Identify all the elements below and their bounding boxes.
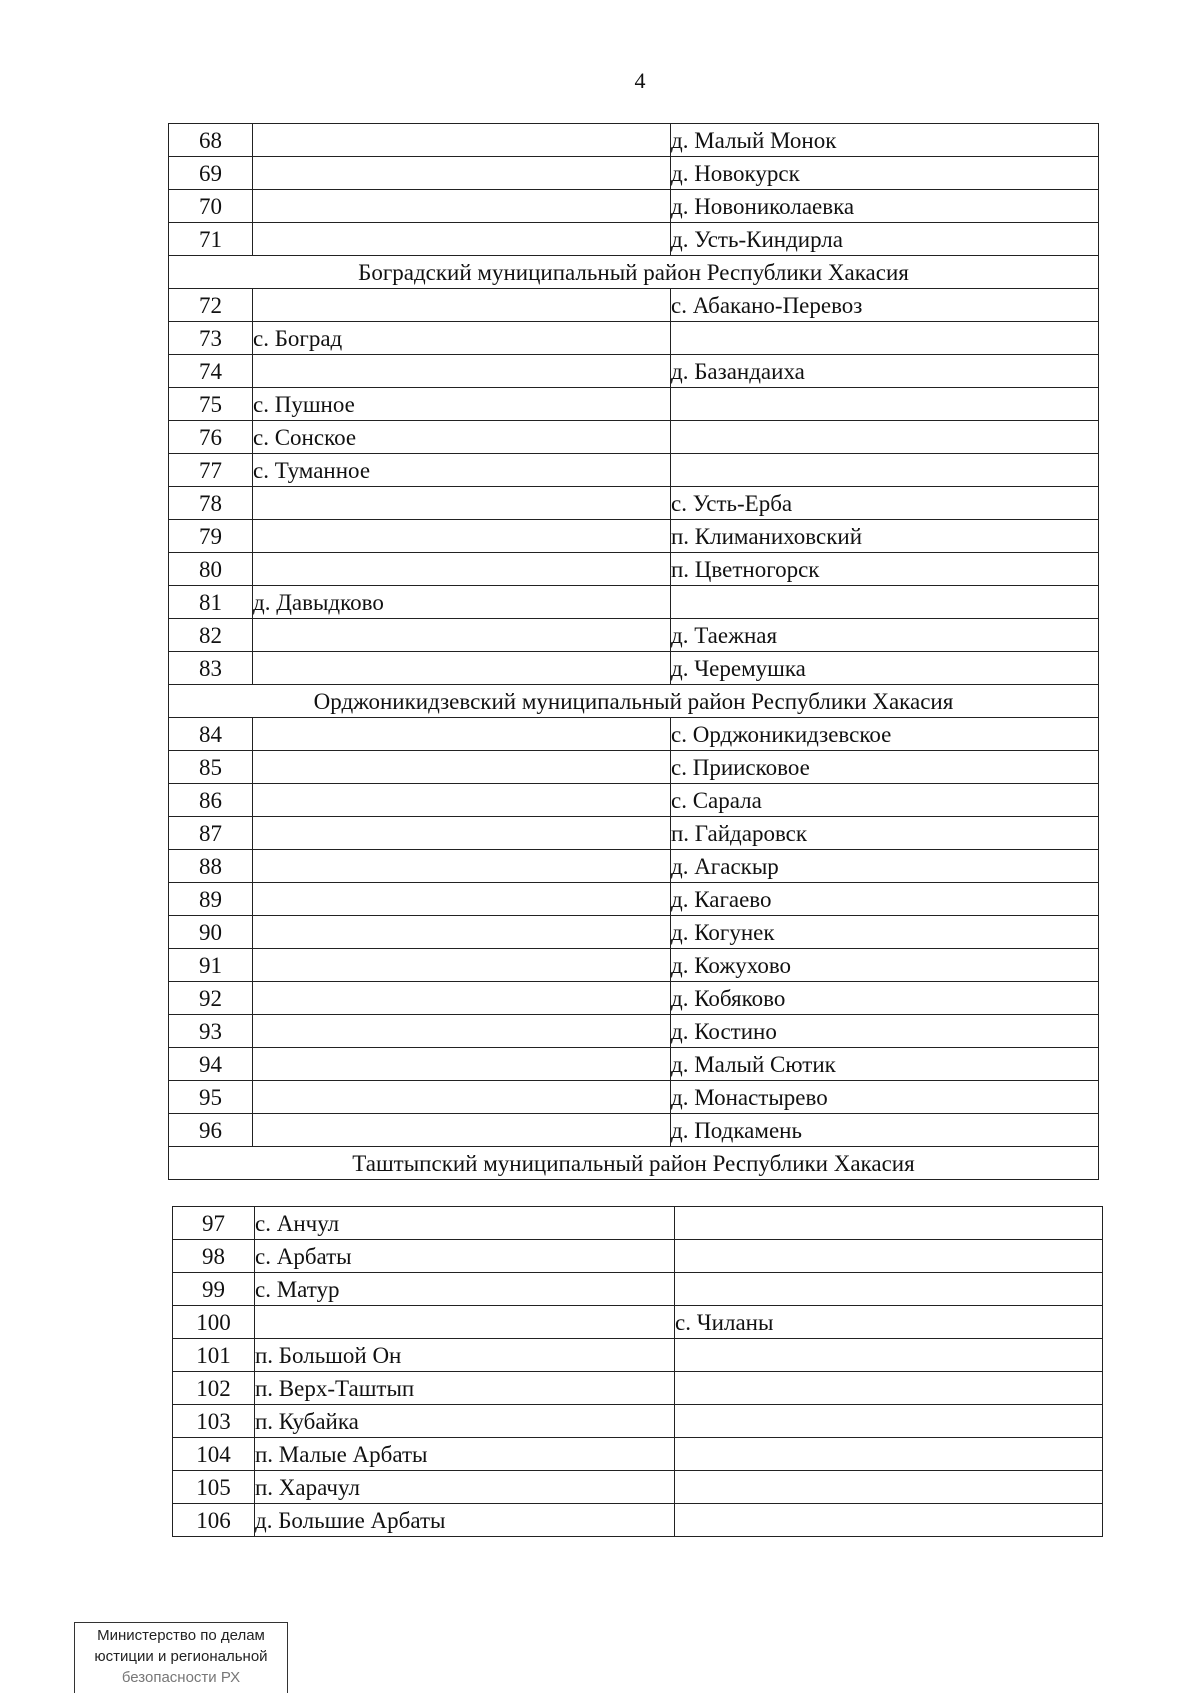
row-number: 72 [169,289,253,322]
table-row [169,619,1099,652]
settlement-col3: д. Новокурск [671,157,1099,190]
table-row [169,586,1099,619]
settlement-col3: д. Базандаиха [671,355,1099,388]
row-number: 70 [169,190,253,223]
settlement-col3 [675,1273,1103,1306]
settlement-col3: д. Черемушка [671,652,1099,685]
settlement-col2: п. Кубайка [255,1405,675,1438]
settlement-col2 [253,487,671,520]
settlement-col2 [253,652,671,685]
row-number: 71 [169,223,253,256]
row-number: 73 [169,322,253,355]
row-number: 81 [169,586,253,619]
settlement-col3: д. Таежная [671,619,1099,652]
page-number: 4 [634,68,646,93]
table-row [169,421,1099,454]
settlement-col3: д. Костино [671,1015,1099,1048]
table-row [169,322,1099,355]
table-row [173,1405,1103,1438]
row-number: 99 [173,1273,255,1306]
settlement-col2 [253,1048,671,1081]
settlement-col2 [253,916,671,949]
settlement-col3: п. Климаниховский [671,520,1099,553]
row-number: 90 [169,916,253,949]
settlement-col3 [675,1339,1103,1372]
settlement-col2: с. Сонское [253,421,671,454]
settlement-col2: с. Арбаты [255,1240,675,1273]
table-row [169,850,1099,883]
row-number: 101 [173,1339,255,1372]
settlement-col3 [675,1438,1103,1471]
row-number: 83 [169,652,253,685]
settlements-table-part1 [168,123,1099,1180]
region-name: Боградский муниципальный район Республики Хакасия [169,256,1099,289]
table-row [169,223,1099,256]
settlement-col2: д. Давыдково [253,586,671,619]
settlement-col3: д. Кагаево [671,883,1099,916]
settlement-col2 [253,520,671,553]
settlement-col3: д. Кожухово [671,949,1099,982]
stamp-line-3: безопасности РХ [121,1669,241,1686]
settlement-col3: д. Монастырево [671,1081,1099,1114]
settlement-col2: с. Матур [255,1273,675,1306]
row-number: 92 [169,982,253,1015]
settlement-col2 [253,883,671,916]
row-number: 95 [169,1081,253,1114]
table-row [169,124,1099,157]
settlement-col2: с. Туманное [253,454,671,487]
settlement-col2 [253,982,671,1015]
table-row [173,1207,1103,1240]
row-number: 102 [173,1372,255,1405]
row-number: 91 [169,949,253,982]
settlement-col2: п. Верх-Таштып [255,1372,675,1405]
settlement-col2 [253,289,671,322]
row-number: 82 [169,619,253,652]
table-row [169,355,1099,388]
table-row [173,1438,1103,1471]
row-number: 94 [169,1048,253,1081]
table-row [169,157,1099,190]
settlement-col3: д. Подкамень [671,1114,1099,1147]
settlement-col2: д. Большие Арбаты [255,1504,675,1537]
settlement-col3: с. Орджоникидзевское [671,718,1099,751]
settlement-col3: д. Когунек [671,916,1099,949]
table-row [169,1081,1099,1114]
table-row [169,751,1099,784]
row-number: 84 [169,718,253,751]
settlement-col2 [253,949,671,982]
table-row [169,982,1099,1015]
row-number: 103 [173,1405,255,1438]
table-row [169,652,1099,685]
region-header-row [169,1147,1099,1180]
settlement-col3: с. Усть-Ерба [671,487,1099,520]
row-number: 100 [173,1306,255,1339]
settlement-col2: п. Малые Арбаты [255,1438,675,1471]
row-number: 69 [169,157,253,190]
table-row [169,553,1099,586]
row-number: 75 [169,388,253,421]
settlement-col2 [255,1306,675,1339]
table-row [173,1372,1103,1405]
table-row [169,1048,1099,1081]
settlement-col3 [675,1372,1103,1405]
table-row [169,718,1099,751]
settlements-table-part2 [172,1206,1103,1537]
settlement-col3: д. Малый Монок [671,124,1099,157]
settlement-col3: д. Агаскыр [671,850,1099,883]
settlement-col3: с. Чиланы [675,1306,1103,1339]
table-row [169,487,1099,520]
table-row [173,1471,1103,1504]
settlement-col2: с. Пушное [253,388,671,421]
settlement-col2 [253,553,671,586]
settlement-col2 [253,619,671,652]
row-number: 97 [173,1207,255,1240]
table-row [169,388,1099,421]
row-number: 77 [169,454,253,487]
row-number: 104 [173,1438,255,1471]
table-row [173,1306,1103,1339]
settlement-col2: с. Боград [253,322,671,355]
table-row [169,289,1099,322]
row-number: 76 [169,421,253,454]
settlement-col3 [675,1504,1103,1537]
settlement-col2 [253,1114,671,1147]
settlement-col3 [671,388,1099,421]
table-row [173,1273,1103,1306]
region-name: Таштыпский муниципальный район Республики Хакасия [169,1147,1099,1180]
settlement-col3: д. Кобяково [671,982,1099,1015]
table-row [169,817,1099,850]
row-number: 93 [169,1015,253,1048]
row-number: 88 [169,850,253,883]
settlement-col3: с. Приисковое [671,751,1099,784]
row-number: 78 [169,487,253,520]
row-number: 105 [173,1471,255,1504]
settlement-col3 [671,586,1099,619]
ministry-stamp [74,1622,288,1693]
row-number: 85 [169,751,253,784]
region-header-row [169,685,1099,718]
table-row [169,883,1099,916]
region-header-row [169,256,1099,289]
table-row [169,520,1099,553]
table-row [169,916,1099,949]
settlement-col2 [253,784,671,817]
table-row [169,190,1099,223]
row-number: 68 [169,124,253,157]
settlement-col2 [253,1015,671,1048]
settlement-col2 [253,157,671,190]
row-number: 86 [169,784,253,817]
settlement-col2 [253,223,671,256]
settlement-col2 [253,1081,671,1114]
settlement-col2: п. Большой Он [255,1339,675,1372]
settlement-col2 [253,718,671,751]
table-row [173,1240,1103,1273]
table-row [173,1504,1103,1537]
row-number: 74 [169,355,253,388]
settlement-col3 [675,1207,1103,1240]
row-number: 98 [173,1240,255,1273]
settlement-col2: п. Харачул [255,1471,675,1504]
row-number: 80 [169,553,253,586]
table-row [173,1339,1103,1372]
settlement-col2 [253,190,671,223]
settlement-col2 [253,124,671,157]
settlement-col3: с. Абакано-Перевоз [671,289,1099,322]
settlement-col2 [253,817,671,850]
settlement-col3 [675,1405,1103,1438]
settlement-col3: д. Усть-Киндирла [671,223,1099,256]
stamp-line-1: Министерство по делам [97,1627,265,1644]
settlement-col2 [253,355,671,388]
region-name: Орджоникидзевский муниципальный район Республики Хакасия [169,685,1099,718]
table-row [169,1015,1099,1048]
row-number: 96 [169,1114,253,1147]
settlement-col3 [671,421,1099,454]
table-row [169,1114,1099,1147]
settlement-col3: п. Гайдаровск [671,817,1099,850]
settlement-col3: п. Цветногорск [671,553,1099,586]
row-number: 106 [173,1504,255,1537]
settlement-col3 [671,322,1099,355]
row-number: 89 [169,883,253,916]
row-number: 87 [169,817,253,850]
settlement-col2: с. Анчул [255,1207,675,1240]
settlement-col3 [675,1471,1103,1504]
stamp-line-2: юстиции и региональной [94,1648,268,1665]
settlement-col3: д. Малый Сютик [671,1048,1099,1081]
row-number: 79 [169,520,253,553]
settlement-col3: д. Новониколаевка [671,190,1099,223]
settlement-col2 [253,850,671,883]
table-row [169,784,1099,817]
table-row [169,949,1099,982]
table-row [169,454,1099,487]
settlement-col3 [671,454,1099,487]
settlement-col3 [675,1240,1103,1273]
settlement-col3: с. Сарала [671,784,1099,817]
settlement-col2 [253,751,671,784]
